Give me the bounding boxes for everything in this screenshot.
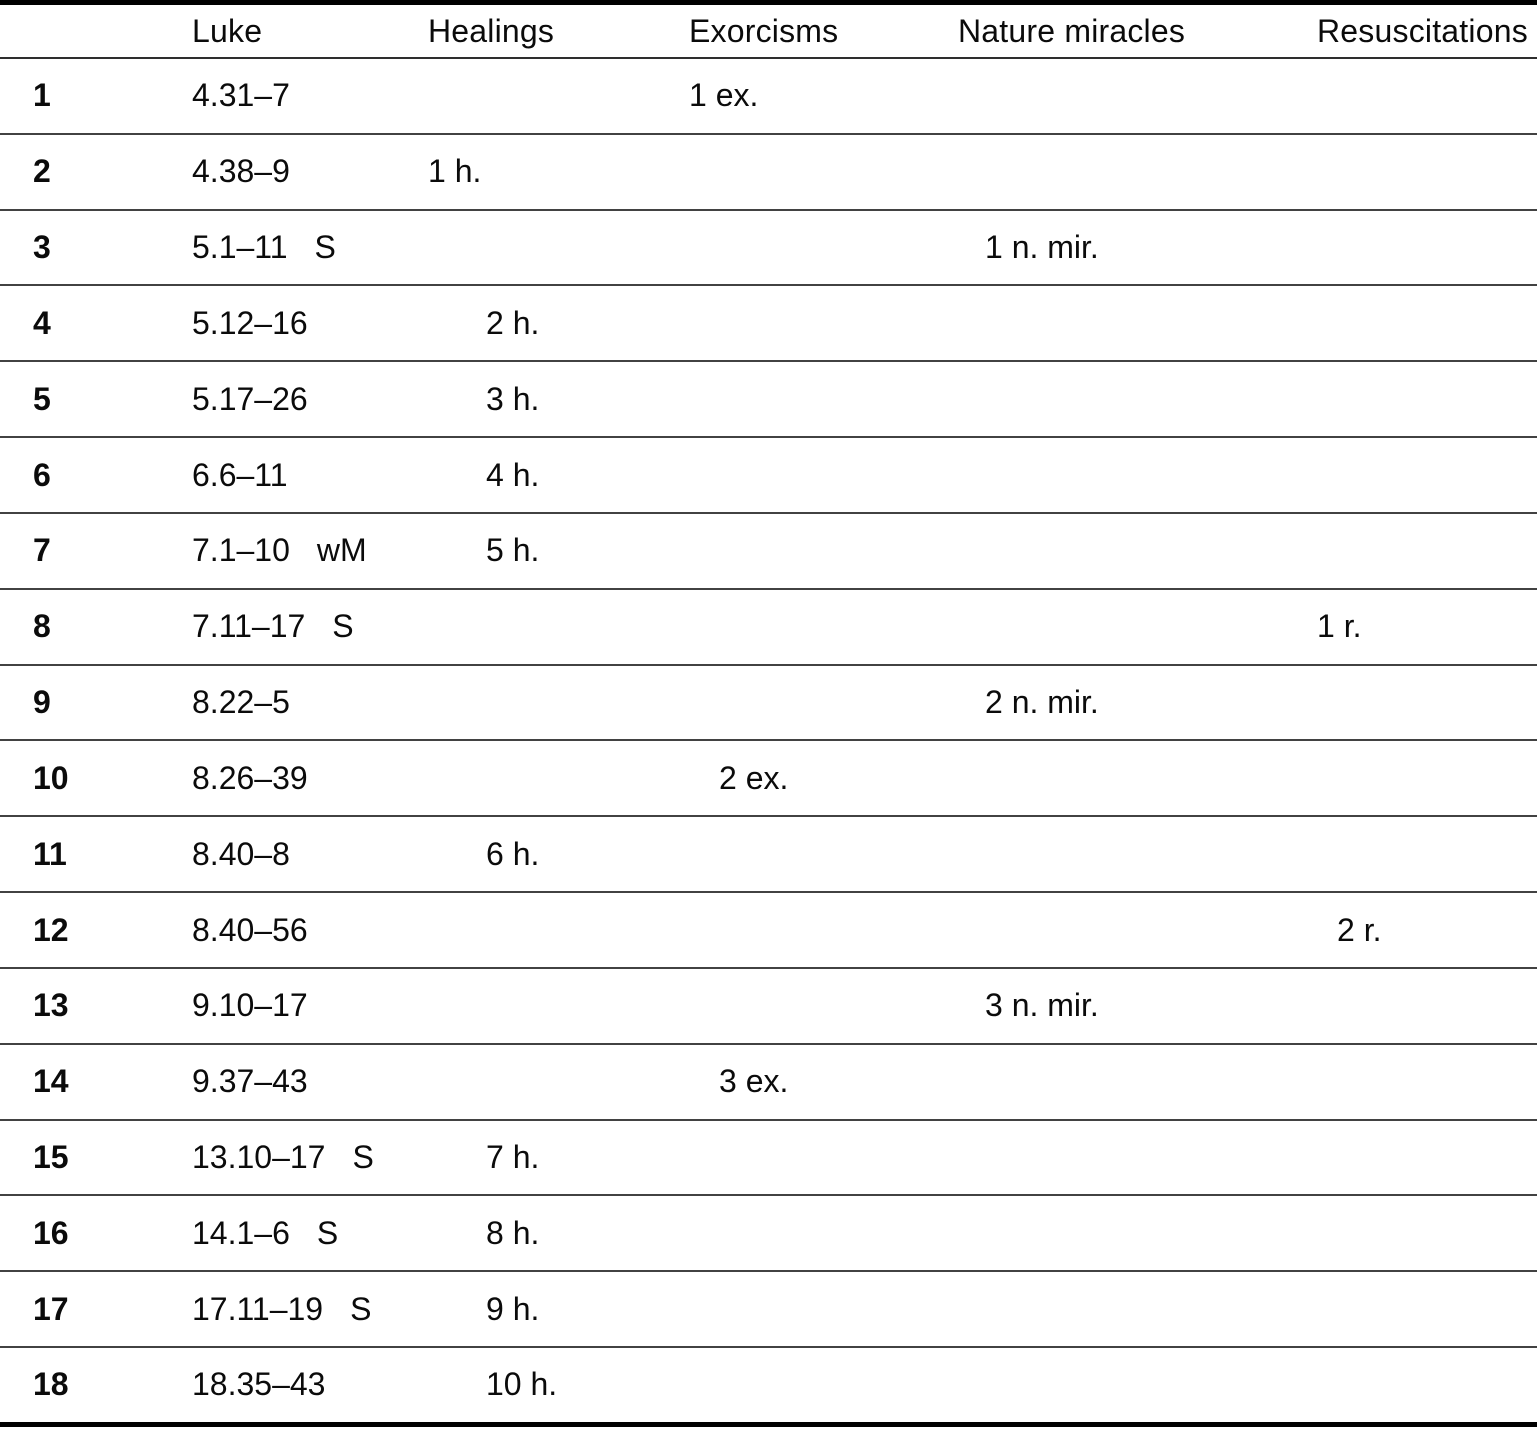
table-row [0,211,1537,287]
table-row [0,1272,1537,1348]
luke-reference: 18.35–43 [192,1366,326,1403]
row-number: 1 [33,77,51,114]
row-number: 15 [33,1139,69,1175]
luke-reference: 8.40–8 [192,835,290,872]
row-number: 6 [33,456,51,493]
luke-reference: 6.6–11 [192,456,288,493]
table-row [0,666,1537,742]
row-number: 12 [33,911,69,948]
healings-cell: 1 h. [428,153,482,190]
row-number: 2 [33,153,51,190]
luke-reference: 8.26–39 [192,759,308,796]
table-row [0,590,1537,666]
luke-reference-cell [191,532,428,569]
healings-cell: 7 h. [486,1139,540,1175]
table-row [0,438,1537,514]
source-marker: S [352,1139,374,1175]
source-marker: S [332,608,354,645]
table-row [0,362,1537,438]
table-row [0,1121,1537,1197]
table-row [0,1045,1537,1121]
table-row [0,893,1537,969]
table-row [0,514,1537,590]
source-marker: wM [316,532,367,569]
row-number: 11 [33,835,67,872]
healings-cell: 9 h. [486,1290,540,1327]
header-luke: Luke [192,12,263,49]
healings-cell: 8 h. [486,1214,540,1251]
row-number: 3 [33,229,51,266]
luke-reference: 9.37–43 [192,1063,308,1100]
luke-reference: 7.1–10 [192,532,290,569]
row-number: 4 [33,304,51,341]
header-healings: Healings [428,12,555,49]
row-number: 18 [33,1366,69,1403]
luke-reference: 4.38–9 [192,153,290,190]
table-row [0,817,1537,893]
luke-reference: 14.1–6 [192,1214,290,1251]
row-number: 14 [33,1063,69,1100]
luke-reference-cell [191,608,428,645]
luke-reference: 8.22–5 [192,684,290,721]
luke-reference: 5.17–26 [192,380,308,417]
table-row [0,1196,1537,1272]
table-row [0,135,1537,211]
luke-reference-cell [191,381,428,418]
luke-reference-cell [191,684,428,721]
header-resuscitations: Resuscitations [1317,12,1528,49]
luke-reference: 5.12–16 [192,304,308,341]
exorcisms-cell: 3 ex. [719,1063,789,1100]
luke-reference-cell [191,457,428,494]
healings-cell: 6 h. [486,835,540,872]
source-marker: S [350,1290,372,1327]
luke-reference: 7.11–17 [192,608,306,645]
resuscitations-cell: 1 r. [1317,608,1362,645]
row-number: 8 [33,608,51,645]
luke-reference: 5.1–11 [192,229,288,266]
luke-reference: 4.31–7 [192,77,290,114]
luke-reference: 8.40–56 [192,911,308,948]
luke-reference: 13.10–17 [192,1139,326,1175]
luke-reference-cell [191,1139,428,1176]
luke-reference-cell [191,1291,428,1328]
exorcisms-cell: 1 ex. [689,77,759,114]
luke-reference-cell [191,987,428,1024]
luke-reference: 17.11–19 [192,1290,324,1327]
nature-miracles-cell: 1 n. mir. [985,229,1099,266]
row-number: 16 [33,1214,69,1251]
luke-reference-cell [191,77,428,114]
luke-reference-cell [191,305,428,342]
table-header-row [0,5,1537,59]
row-number: 5 [33,380,51,417]
table-row [0,741,1537,817]
healings-cell: 4 h. [486,456,540,493]
luke-reference-cell [191,153,428,190]
table-row [0,286,1537,362]
header-nature-miracles: Nature miracles [958,12,1186,49]
row-number: 17 [33,1290,69,1327]
table-row [0,1348,1537,1422]
source-marker: S [316,1214,339,1251]
row-number: 7 [33,532,51,569]
healings-cell: 2 h. [486,304,540,341]
luke-reference-cell [191,229,428,266]
luke-reference: 9.10–17 [192,987,308,1024]
luke-reference-cell [191,760,428,797]
luke-reference-cell [191,1063,428,1100]
healings-cell: 10 h. [486,1366,558,1403]
row-number: 9 [33,684,51,721]
exorcisms-cell: 2 ex. [719,759,789,796]
nature-miracles-cell: 2 n. mir. [985,684,1099,721]
source-marker: S [314,229,336,266]
luke-reference-cell [191,1366,428,1403]
luke-reference-cell [191,836,428,873]
table-row [0,969,1537,1045]
healings-cell: 3 h. [486,380,540,417]
resuscitations-cell: 2 r. [1337,911,1382,948]
table-row [0,59,1537,135]
luke-reference-cell [191,1215,428,1252]
nature-miracles-cell: 3 n. mir. [985,987,1099,1024]
row-number: 10 [33,759,69,796]
row-number: 13 [33,987,69,1024]
luke-reference-cell [191,912,428,949]
header-exorcisms: Exorcisms [689,12,839,49]
healings-cell: 5 h. [486,532,540,569]
